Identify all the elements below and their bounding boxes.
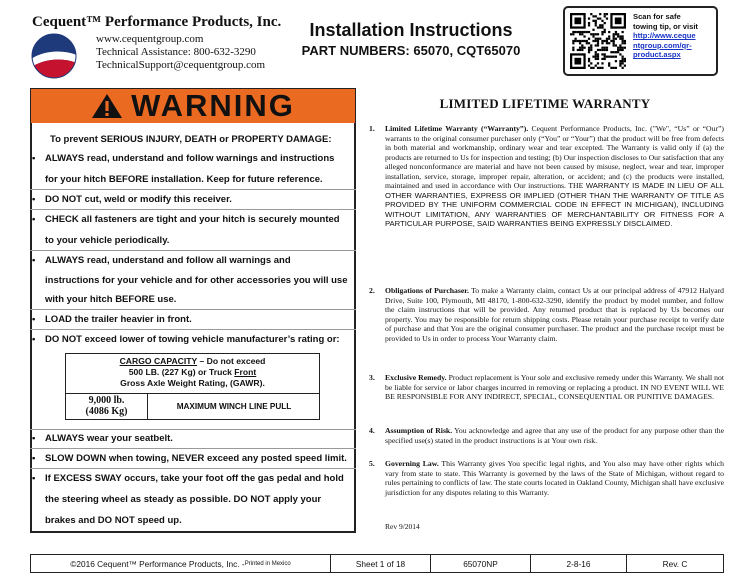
website-link[interactable]: www.cequentgroup.com: [96, 33, 204, 45]
document-title: Installation Instructions: [309, 20, 513, 40]
winch-value-cell: [66, 394, 148, 419]
cargo-capacity-table: [65, 353, 320, 420]
qr-text-line: towing tip, or visit: [633, 21, 698, 31]
bullet-icon: •: [32, 453, 36, 464]
warning-divider: [30, 429, 356, 430]
bullet-icon: •: [32, 433, 36, 444]
qr-text-line: Scan for safe: [633, 12, 681, 21]
warning-line: SLOW DOWN when towing, NEVER exceed any posted speed limit.: [45, 453, 347, 464]
winch-label-cell: MAXIMUM WINCH LINE PULL: [176, 402, 292, 411]
bullet-icon: •: [32, 473, 36, 484]
section-number: 5.: [369, 459, 375, 468]
section-text: You acknowledge and agree that any use of the product for any purpose other than the specified use(s) stated in the product instructions is at Your own risk.: [385, 426, 724, 445]
winch-value-lb: 9,000 lb.: [88, 395, 125, 406]
section-text: To make a Warranty claim, contact Us at our principal address of 47912 Halyard Drive, Suite 100, Plymouth, MI 48170, 1-800-632-3290, identify the product by model number, and follow the claim instructions that will be provided. Any returned product that is replaced by Us becomes our property. You may be responsible for return shipping costs. Please retain your purchase receipt to verify date of purchase and that You are the original consumer purchaser. The product and the purchase receipt must be provided to Us in order to process Your Warranty claim.: [385, 286, 725, 343]
footer-revision: Rev. C: [662, 558, 688, 569]
section-heading: Assumption of Risk.: [385, 426, 453, 435]
warning-line: for your hitch BEFORE installation. Keep for future reference.: [45, 174, 323, 185]
cargo-capacity-cell: [66, 354, 319, 394]
warning-triangle-icon: [91, 93, 123, 119]
warning-divider: [30, 448, 356, 449]
qr-panel: [563, 6, 718, 76]
section-heading: Limited Lifetime Warranty (“Warranty”).: [385, 124, 529, 133]
support-email[interactable]: TechnicalSupport@cequentgroup.com: [96, 59, 266, 71]
cequent-logo-icon: [31, 33, 77, 79]
cargo-capacity-front: Front: [234, 367, 257, 377]
warranty-section: [369, 124, 724, 229]
footer-sheet: Sheet 1 of 18: [331, 555, 431, 572]
warning-divider: [30, 329, 356, 330]
warning-line: ALWAYS read, understand and follow warnings and instructions: [45, 153, 335, 164]
qr-text: [633, 12, 717, 60]
printed-in: Printed in Mexico: [244, 560, 291, 567]
section-heading: Exclusive Remedy.: [385, 373, 447, 382]
bullet-icon: •: [32, 334, 36, 345]
cargo-capacity-text: 500 LB. (227 Kg) or Truck: [128, 367, 235, 377]
warning-divider: [30, 468, 356, 469]
copyright-text: ©2016 Cequent™ Performance Products, Inc. -: [70, 558, 245, 569]
warning-line: with your hitch BEFORE use.: [45, 294, 177, 305]
section-text: Cequent Performance Products, Inc. ("We", “Us” or “Our”) warrants to the original consumer purchaser only (“You” or “Your”) that the product will be free from defects in both material and workmanship, ordinary wear and tear excepted. The Warranty is valid only if (a) the products are returned to Us for inspection and testing; (b) Our inspection discloses to Our satisfaction that any alleged nonconformance are material and have not been caused by misuse, neglect, wear and tear, improper installation, service, storage, improper repair, alteration, or accident; and (c) the products were installed, maintained and used in accordance with Our instructions. THE: [385, 124, 724, 190]
footer-table: [30, 554, 724, 573]
qr-link-line[interactable]: ntgroup.com/qr-: [633, 40, 692, 50]
part-numbers: PART NUMBERS: 65070, CQT65070: [301, 43, 521, 58]
section-number: 1.: [369, 124, 375, 133]
warranty-section: [369, 373, 724, 402]
winch-value-kg: (4086 Kg): [85, 406, 128, 417]
footer-doc-number: 65070NP: [431, 555, 531, 572]
warning-line: the steering wheel as steady as possible. DO NOT apply your: [45, 494, 322, 505]
warning-word: WARNING: [131, 88, 295, 123]
qr-link-line[interactable]: product.aspx: [633, 50, 681, 60]
warranty-section: [369, 426, 724, 445]
bullet-icon: •: [32, 153, 36, 164]
company-name: Cequent™ Performance Products, Inc.: [32, 14, 282, 30]
warning-divider: [30, 250, 356, 251]
section-heading: Obligations of Purchaser.: [385, 286, 469, 295]
section-number: 2.: [369, 286, 375, 295]
warranty-section: [369, 459, 724, 497]
warning-line: If EXCESS SWAY occurs, take your foot off the gas pedal and hold: [45, 473, 344, 484]
bullet-icon: •: [32, 194, 36, 205]
warning-line: DO NOT exceed lower of towing vehicle manufacturer’s rating or:: [45, 334, 340, 345]
warning-line: instructions for your vehicle and for other accessories you will use: [45, 275, 348, 286]
warning-divider: [30, 309, 356, 310]
warning-divider: [30, 189, 356, 190]
footer-date: 2-8-16: [531, 555, 627, 572]
section-text: Product replacement is Your sole and exclusive remedy under this Warranty. We shall not be liable for service or labor charges incurred in removing or replacing a product. IN NO EVENT WILL WE BE RESPONSIBLE FOR ANY INDIRECT, SPECIAL, CONSEQUENTIAL OR PUNITIVE DAMAGES.: [385, 373, 724, 401]
warning-intro: To prevent SERIOUS INJURY, DEATH or PROPERTY DAMAGE:: [50, 134, 332, 145]
cargo-capacity-label: CARGO CAPACITY: [119, 356, 198, 366]
section-number: 4.: [369, 426, 375, 435]
warranty-title: LIMITED LIFETIME WARRANTY: [439, 96, 651, 111]
cargo-capacity-text: – Do not exceed: [197, 356, 266, 366]
technical-assistance: Technical Assistance: 800-632-3290: [96, 46, 256, 58]
warning-line: DO NOT cut, weld or modify this receiver.: [45, 194, 232, 205]
qr-code-icon[interactable]: [570, 13, 626, 69]
warning-line: CHECK all fasteners are tight and your hitch is securely mounted: [45, 214, 340, 225]
bullet-icon: •: [32, 214, 36, 225]
section-heading: Governing Law.: [385, 459, 439, 468]
warning-line: LOAD the trailer heavier in front.: [45, 314, 192, 325]
section-text: This Warranty gives You specific legal rights, and You also may have other rights which vary from state to state. This Warranty is governed by the laws of the State of Michigan, without regard to rules pertaining to conflicts of law. The state courts located in Oakland County, Michigan shall have exclusive jurisdiction for any disputes relating to this Warranty.: [385, 459, 724, 497]
warning-banner: [31, 89, 355, 123]
section-caps-text: WARRANTY IS MADE IN LIEU OF ALL OTHER WARRANTIES, EXPRESS OR IMPLIED (OTHER THAN THE WARRANTY OF TITLE AS PROVIDED BY THE UNIFORM COMMERCIAL CODE IN EFFECT IN MICHIGAN), INCLUDING WITHOUT LIMITATION, ANY WARRANTIES OF MERCHANTABILITY OR FITNESS FOR A PARTICULAR PURPOSE, SAID WARRANTIES BEING EXPRESSLY DISCLAIMED.: [385, 181, 724, 228]
warning-divider: [30, 209, 356, 210]
footer-copyright: [31, 555, 331, 572]
section-number: 3.: [369, 373, 375, 382]
bullet-icon: •: [32, 255, 36, 266]
contact-block: [96, 33, 265, 72]
revision-note: Rev 9/2014: [385, 522, 420, 531]
warning-line: ALWAYS wear your seatbelt.: [45, 433, 173, 444]
bullet-icon: •: [32, 314, 36, 325]
warning-line: to your vehicle periodically.: [45, 235, 170, 246]
cargo-capacity-text: Gross Axle Weight Rating, (GAWR).: [120, 378, 265, 388]
qr-link-line[interactable]: http://www.ceque: [633, 31, 696, 41]
warning-line: ALWAYS read, understand and follow all warnings and: [45, 255, 291, 266]
warning-line: brakes and DO NOT speed up.: [45, 515, 182, 526]
warranty-section: [369, 286, 724, 343]
